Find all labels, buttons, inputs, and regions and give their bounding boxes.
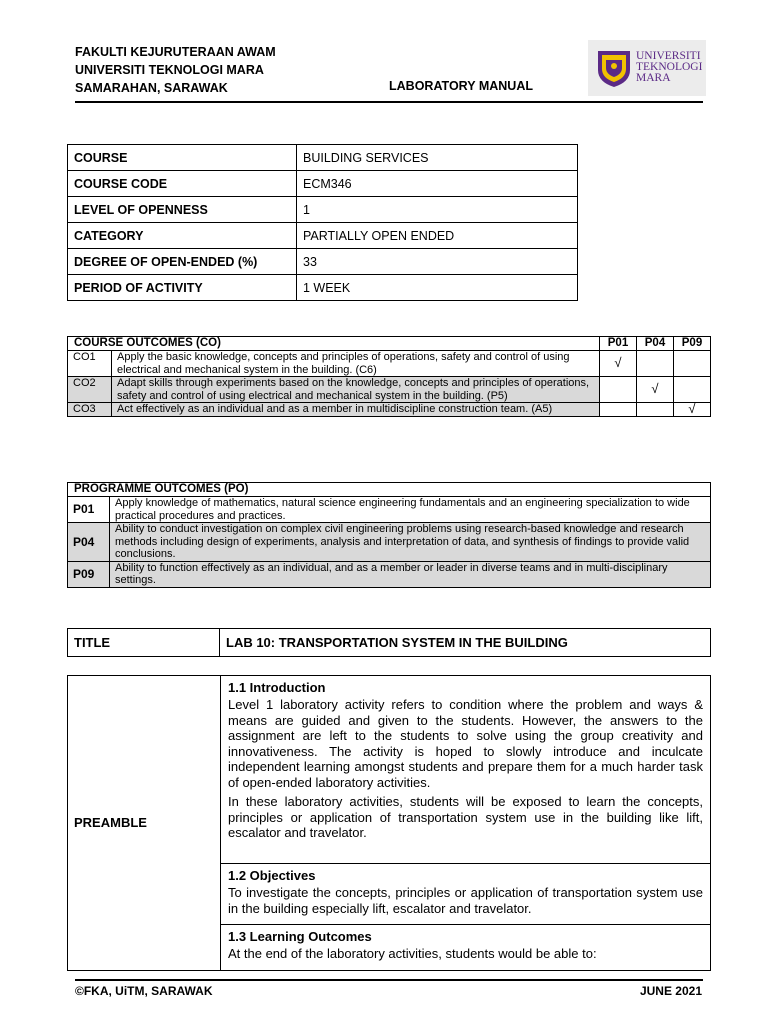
co-description: Act effectively as an individual and as a member in multidiscipline construction team. (A5) xyxy=(112,403,600,417)
empty-cell xyxy=(674,377,711,403)
po-header: PROGRAMME OUTCOMES (PO) xyxy=(68,483,711,497)
objectives-section xyxy=(221,864,711,925)
lab-title-table xyxy=(67,628,711,657)
po-id: P09 xyxy=(68,561,110,587)
openness-label: LEVEL OF OPENNESS xyxy=(68,197,297,223)
table-row xyxy=(68,351,711,377)
table-row xyxy=(68,561,711,587)
empty-cell xyxy=(600,377,637,403)
category-value: PARTIALLY OPEN ENDED xyxy=(297,223,578,249)
category-label: CATEGORY xyxy=(68,223,297,249)
course-code-value: ECM346 xyxy=(297,171,578,197)
paragraph: Level 1 laboratory activity refers to condition where the problem and ways & means are guided and given to the students. However, the answers to the assignment are left to the students to solve using the group creativity and innovativeness. The activity is hoped to slowly introduce and inculcate independent learning amongst students and prepare them for a much harder task of open-ended laboratory activities. xyxy=(228,697,703,790)
paragraph: In these laboratory activities, students will be exposed to learn the concepts, principles or application of transportation system use in the building like lift, escalator and travelator. xyxy=(228,794,703,840)
learning-outcomes-section xyxy=(221,925,711,971)
po-description: Ability to conduct investigation on complex civil engineering problems using research-based knowledge and research methods including design of experiments, analysis and interpretation of data, and synthesis of findings to provide valid conclusions. xyxy=(110,523,711,562)
table-row xyxy=(68,171,578,197)
paragraph: To investigate the concepts, principles or application of transportation system use in the building especially lift, escalator and travelator. xyxy=(228,885,703,916)
table-row xyxy=(68,377,711,403)
course-label: COURSE xyxy=(68,145,297,171)
degree-label: DEGREE OF OPEN-ENDED (%) xyxy=(68,249,297,275)
po9-column-header: P09 xyxy=(674,337,711,351)
table-row xyxy=(68,403,711,417)
header-divider xyxy=(75,101,703,103)
check-mark: √ xyxy=(674,403,711,417)
course-info-table xyxy=(67,144,578,301)
preamble-table xyxy=(67,675,711,971)
programme-outcomes-table xyxy=(67,482,711,588)
faculty-name: FAKULTI KEJURUTERAAN AWAM xyxy=(75,45,276,59)
co-id: CO2 xyxy=(68,377,112,403)
uitm-logo xyxy=(588,40,706,96)
table-row xyxy=(68,629,711,657)
table-row xyxy=(68,497,711,523)
course-code-label: COURSE CODE xyxy=(68,171,297,197)
co-id: CO3 xyxy=(68,403,112,417)
empty-cell xyxy=(637,403,674,417)
faculty-header xyxy=(75,43,276,97)
po-id: P01 xyxy=(68,497,110,523)
table-header-row xyxy=(68,483,711,497)
title-label: TITLE xyxy=(68,629,220,657)
co-id: CO1 xyxy=(68,351,112,377)
po1-column-header: P01 xyxy=(600,337,637,351)
period-label: PERIOD OF ACTIVITY xyxy=(68,275,297,301)
table-row xyxy=(68,523,711,562)
table-row xyxy=(68,197,578,223)
co-description: Adapt skills through experiments based on the knowledge, concepts and principles of operations, safety and control of using electrical and mechanical system in the building. (P5) xyxy=(112,377,600,403)
check-mark: √ xyxy=(600,351,637,377)
footer-divider xyxy=(75,979,703,981)
crest-icon xyxy=(596,48,632,88)
openness-value: 1 xyxy=(297,197,578,223)
section-heading: 1.2 Objectives xyxy=(228,868,316,883)
footer-date: JUNE 2021 xyxy=(639,984,702,998)
table-row xyxy=(68,223,578,249)
university-name: UNIVERSITI TEKNOLOGI MARA xyxy=(75,63,264,77)
empty-cell xyxy=(600,403,637,417)
lab-title: LAB 10: TRANSPORTATION SYSTEM IN THE BUILDING xyxy=(220,629,711,657)
logo-wordmark: UNIVERSITI TEKNOLOGI MARA xyxy=(636,50,703,84)
introduction-section xyxy=(221,676,711,864)
campus-location: SAMARAHAN, SARAWAK xyxy=(75,81,228,95)
table-row xyxy=(68,249,578,275)
section-heading: 1.3 Learning Outcomes xyxy=(228,929,372,944)
footer-copyright: ©FKA, UiTM, SARAWAK xyxy=(75,984,213,998)
degree-value: 33 xyxy=(297,249,578,275)
table-row xyxy=(68,676,711,864)
po-id: P04 xyxy=(68,523,110,562)
co-description: Apply the basic knowledge, concepts and principles of operations, safety and control of using electrical and mechanical system in the building. (C6) xyxy=(112,351,600,377)
co-header: COURSE OUTCOMES (CO) xyxy=(68,337,600,351)
section-heading: 1.1 Introduction xyxy=(228,680,326,695)
table-row xyxy=(68,275,578,301)
period-value: 1 WEEK xyxy=(297,275,578,301)
preamble-label: PREAMBLE xyxy=(68,676,221,971)
table-row xyxy=(68,145,578,171)
po-description: Apply knowledge of mathematics, natural science engineering fundamentals and an engineering specialization to wide practical procedures and practices. xyxy=(110,497,711,523)
po-description: Ability to function effectively as an individual, and as a member or leader in diverse teams and in multi-disciplinary settings. xyxy=(110,561,711,587)
table-header-row xyxy=(68,337,711,351)
course-value: BUILDING SERVICES xyxy=(297,145,578,171)
course-outcomes-table xyxy=(67,336,711,417)
empty-cell xyxy=(637,351,674,377)
check-mark: √ xyxy=(637,377,674,403)
document-type: LABORATORY MANUAL xyxy=(389,79,533,93)
paragraph: At the end of the laboratory activities, students would be able to: xyxy=(228,946,597,961)
po4-column-header: P04 xyxy=(637,337,674,351)
empty-cell xyxy=(674,351,711,377)
